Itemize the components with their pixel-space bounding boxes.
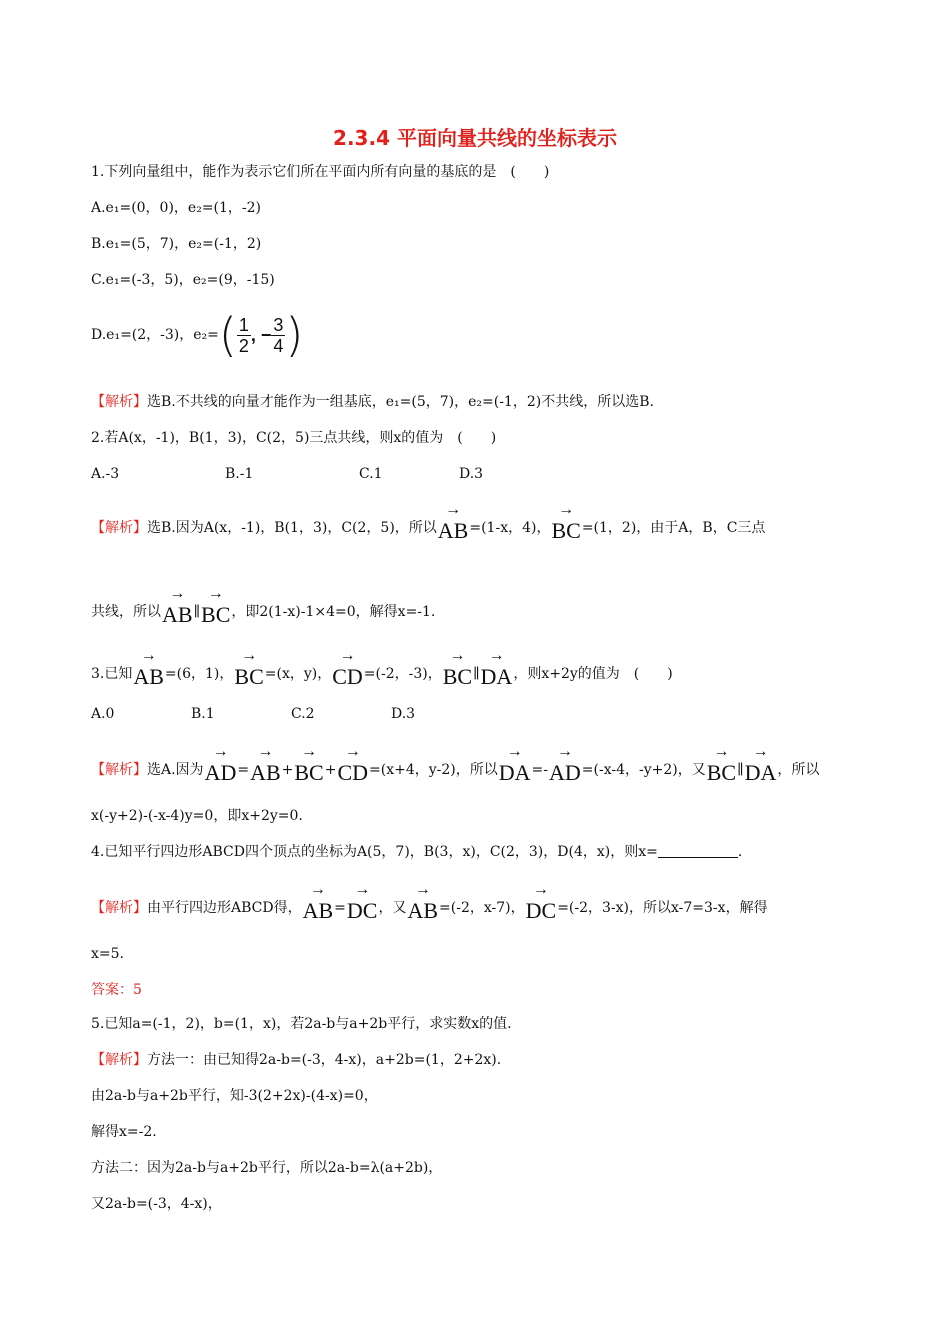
vector-ab: → AB [407,881,439,923]
vector-bc: → BC [442,647,473,689]
q2-stem: 2.若A(x，-1)，B(1，3)，C(2，5)三点共线，则x的值为 ( ) [91,430,497,446]
q5-analysis-line4: 方法二：因为2a-b与a+2b平行，所以2a-b=λ(a+2b)， [91,1160,443,1176]
q3-analysis-line2: x(-y+2)-(-x-4)y=0，即x+2y=0. [91,808,303,824]
parallel-symbol: ∥ [193,604,201,620]
q2-analysis-line1 [91,501,766,543]
q2-analysis-text: =(1-x，4)， [469,520,551,536]
parallel-symbol: ∥ [737,762,744,778]
q2-analysis-text: 共线，所以 [91,604,161,620]
vector-ab: → AB [162,585,193,627]
q2-option-b: B.-1 [225,466,254,482]
vector-ab: → AB [437,501,469,543]
q5-analysis-line2: 由2a-b与a+2b平行，知-3(2+2x)-(4-x)=0， [91,1088,378,1104]
q2-option-a: A.-3 [91,466,120,482]
vector-ad: → AD [204,743,237,785]
analysis-tag: 【解析】 [91,762,147,778]
vector-da: → DA [480,647,513,689]
q3-options [91,704,415,724]
analysis-tag: 【解析】 [91,394,147,410]
q1-option-d-vector: ( $\frac{1}{2}$ , − $\frac{3}{4}$ ) [218,308,304,362]
analysis-tag: 【解析】 [91,520,147,536]
q2-analysis-text: 选B.因为A(x，-1)，B(1，3)，C(2，5)，所以 [147,520,437,536]
q3-analysis-line1: 【解析】选A.因为 → AD= → AB+ → BC+ → CD=(x+4，y-2)，所以 → DA=- → AD=(-x-4，-y+2)，又 → BC∥ → DA，所以 [91,743,820,785]
q1-option-c: C.e₁=(-3，5)，e₂=(9，-15) [91,272,275,288]
analysis-tag: 【解析】 [91,1052,147,1068]
vector-ad: → AD [549,743,581,785]
vector-da: → DA [498,743,531,785]
q5-analysis-line3: 解得x=-2. [91,1124,157,1140]
vector-dc: → DC [525,881,557,923]
analysis-tag: 【解析】 [91,900,147,916]
answer-blank [658,843,738,858]
frac2-denominator: 4 [273,335,284,356]
vector-da: → DA [744,743,777,785]
q2-option-c: C.1 [359,466,383,482]
vector-ab: → AB [302,881,334,923]
page-title: 2.3.4 平面向量共线的坐标表示 [333,126,617,150]
q4-answer: 答案：5 [91,982,142,998]
q5-analysis-line1: 【解析】方法一：由已知得2a-b=(-3，4-x)，a+2b=(1，2+2x). [91,1052,502,1068]
q2-analysis-line2 [91,585,436,627]
frac1-numerator: 1 [238,314,249,335]
frac-separator: , − [250,325,272,345]
q1-option-a: A.e₁=(0，0)，e₂=(1，-2) [91,200,262,216]
q1-analysis-text: 选B.不共线的向量才能作为一组基底，e₁=(5，7)，e₂=(-1，2)不共线，所以选B. [147,394,654,410]
q1-option-b: B.e₁=(5，7)，e₂=(-1，2) [91,236,262,252]
vector-cd: → CD [332,647,363,689]
q1-analysis [91,392,654,412]
q4-stem: 4.已知平行四边形ABCD四个顶点的坐标为A(5，7)，B(3，x)，C(2，3)，D(4，x)，则x= . [91,844,743,860]
q4-analysis-line1: 【解析】由平行四边形ABCD得， → AB= → DC，又 → AB=(-2，x-7)， → DC=(-2，3-x)，所以x-7=3-x，解得 [91,881,768,923]
vector-bc: → BC [706,743,737,785]
q2-analysis-text: ，即2(1-x)-1×4=0，解得x=-1. [231,604,436,620]
q5-stem: 5.已知a=(-1，2)，b=(1，x)，若2a-b与a+2b平行，求实数x的值. [91,1016,512,1032]
q1-option-d [91,308,304,362]
vector-ab: → AB [250,743,281,785]
parallel-symbol: ∥ [473,666,480,682]
q1-option-d-prefix: D.e₁=(2，-3)，e₂= [91,327,219,343]
q2-option-d: D.3 [459,466,484,482]
q2-options [91,464,483,484]
q3-option-d: D.3 [391,706,416,722]
vector-bc: → BC [294,743,324,785]
q5-analysis-line5: 又2a-b=(-3，4-x)， [91,1196,222,1212]
vector-cd: → CD [337,743,369,785]
vector-bc: → BC [551,501,581,543]
q1-stem: 1.下列向量组中，能作为表示它们所在平面内所有向量的基底的是 ( ) [91,164,550,180]
frac1-denominator: 2 [238,335,249,356]
q3-stem: 3.已知 → AB=(6，1)， → BC=(x，y)， → CD=(-2，-3)， → BC∥ → DA，则x+2y的值为 ( ) [91,647,673,689]
q4-analysis-line2: x=5. [91,946,124,962]
frac2-numerator: 3 [273,314,284,335]
q3-option-b: B.1 [191,706,215,722]
q2-analysis-text: =(1，2)，由于A，B，C三点 [581,520,766,536]
vector-bc: → BC [201,585,231,627]
vector-ab: → AB [133,647,164,689]
vector-bc: → BC [234,647,264,689]
q3-option-a: A.0 [91,706,115,722]
q3-option-c: C.2 [291,706,315,722]
vector-dc: → DC [346,881,378,923]
